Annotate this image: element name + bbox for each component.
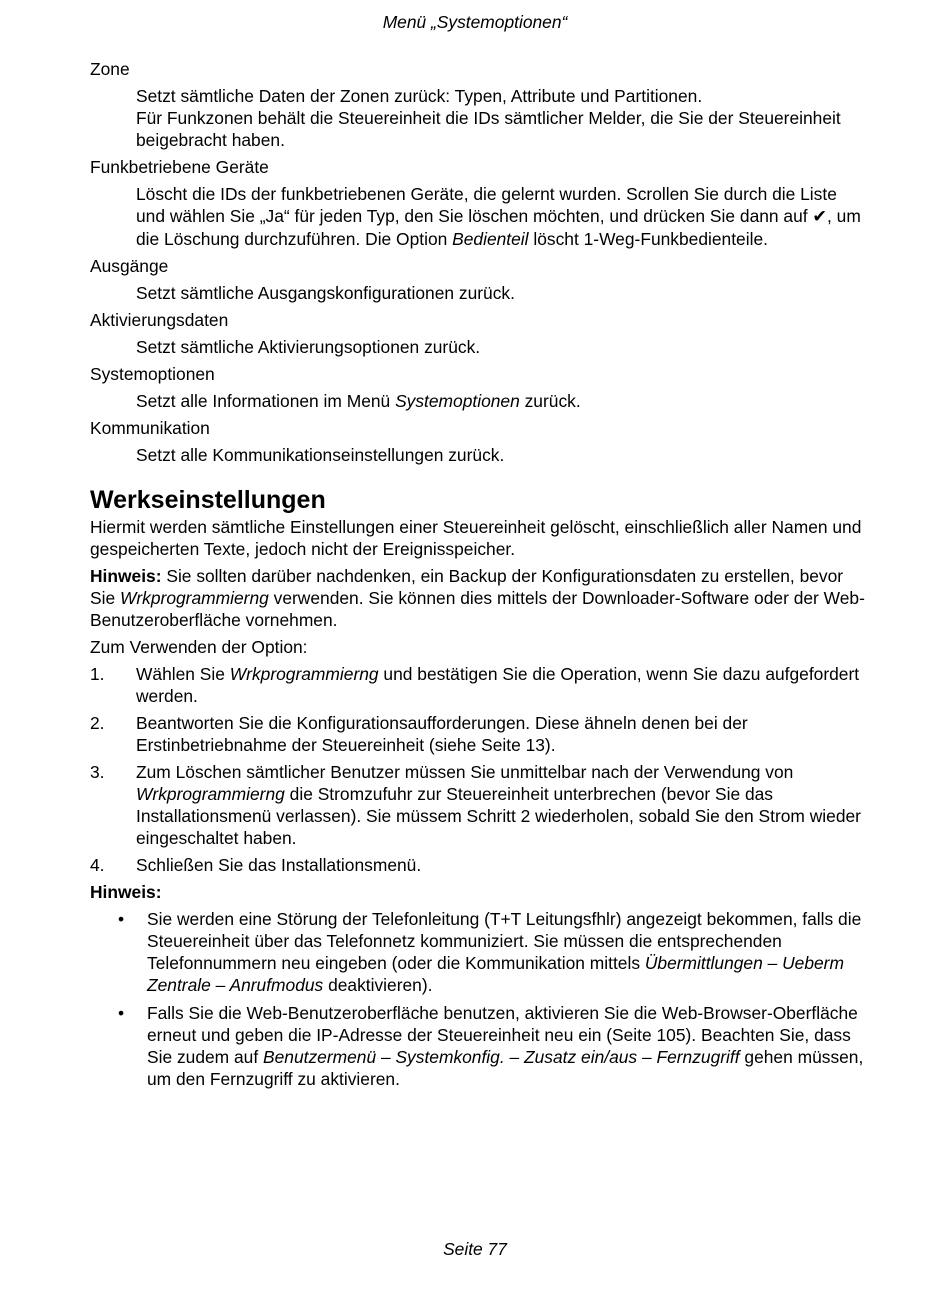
definition-term-wireless-devices: Funkbetriebene Geräte <box>90 157 269 177</box>
step-number: 2. <box>90 713 105 733</box>
note-text: verwenden. Sie können dies mittels der Downloader-Software oder der Web-Benutzeroberfläche vornehmen. <box>90 588 865 630</box>
step-text-part: die Stromzufuhr zur Steuereinheit unterbrechen (bevor Sie das Installationsmenü verlassen). Sie müssem Schritt 2 wiederholen, sobald Sie den Strom wieder eingeschaltet haben. <box>136 784 861 848</box>
bullet-text-part: deaktivieren). <box>323 975 433 995</box>
definition-term-system-options: Systemoptionen <box>90 364 215 384</box>
page-content <box>90 58 870 1096</box>
step-text <box>136 854 870 876</box>
step-text-part: Zum Löschen sämtlicher Benutzer müssen Sie unmittelbar nach der Verwendung von <box>136 762 794 782</box>
definition-italic: Bedienteil <box>452 229 529 249</box>
definition-term-zone: Zone <box>90 59 130 79</box>
definition-body-arming-data: Setzt sämtliche Aktivierungsoptionen zurück. <box>136 337 481 357</box>
step-text <box>136 712 870 756</box>
definition-line: Für Funkzonen behält die Steuereinheit die IDs sämtlicher Melder, die Sie der Steuereinheit beigebracht haben. <box>136 108 841 150</box>
definition-text: zurück. <box>519 391 581 411</box>
definition-term-communication: Kommunikation <box>90 418 210 438</box>
usage-label: Zum Verwenden der Option: <box>90 637 308 657</box>
definition-text: Löscht die IDs der funkbetriebenen Geräte, die gelernt wurden. Scrollen Sie durch die Liste und wählen Sie „Ja“ für jeden Typ, den Sie löschen möchten, und drücken Sie dann auf <box>136 184 837 226</box>
bullet-icon: • <box>118 1003 125 1023</box>
definition-term-arming-data: Aktivierungsdaten <box>90 310 229 330</box>
definition-line: Setzt sämtliche Daten der Zonen zurück: Typen, Attribute und Partitionen. <box>136 86 703 106</box>
section-heading: Werkseinstellungen <box>90 486 326 514</box>
step-italic: Wrkprogrammierng <box>229 664 379 684</box>
note-label: Hinweis: <box>90 566 162 586</box>
definition-text: löscht 1-Weg-Funkbedienteile. <box>528 229 768 249</box>
page-footer: Seite 77 <box>443 1239 507 1259</box>
definition-term-outputs: Ausgänge <box>90 256 169 276</box>
step-text <box>136 663 870 707</box>
note-text: Sie sollten darüber nachdenken, ein Backup der Konfigurationsdaten zu erstellen, bevor Sie <box>90 566 844 608</box>
checkmark-icon: ✔ <box>812 207 827 227</box>
step-italic: Wrkprogrammierng <box>136 784 285 804</box>
note-italic: Wrkprogrammierng <box>119 588 269 608</box>
bullet-text-part: Falls Sie die Web-Benutzeroberfläche benutzen, aktivieren Sie die Web-Browser-Oberfläche erneut und geben die IP-Adresse der Steuereinheit neu ein (Seite 105). Beachten Sie, dass Sie zudem auf <box>147 1003 858 1067</box>
step-text-part: Schließen Sie das Installationsmenü. <box>136 855 422 875</box>
bullet-item <box>118 1002 870 1090</box>
bullet-italic: Benutzermenü – Systemkonfig. – Zusatz ein/aus – Fernzugriff <box>263 1047 740 1067</box>
bullet-italic: Übermittlungen – Ueberm Zentrale – Anrufmodus <box>147 953 844 995</box>
step-text-part: und bestätigen Sie die Operation, wenn Sie dazu aufgefordert werden. <box>136 664 860 706</box>
definition-body-outputs: Setzt sämtliche Ausgangskonfigurationen zurück. <box>136 283 515 303</box>
bullet-text <box>147 1002 870 1090</box>
bullet-text-part: Sie werden eine Störung der Telefonleitung (T+T Leitungsfhlr) angezeigt bekommen, falls die Steuereinheit über das Telefonnetz kommuniziert. Sie müssen die entsprechenden Telefonnummern neu eingeben (oder die Kommunikation mittels <box>147 909 862 973</box>
step-text-part: Beantworten Sie die Konfigurationsaufforderungen. Diese ähneln denen bei der Erstinbetriebnahme der Steuereinheit (siehe Seite 13). <box>136 713 748 755</box>
note-paragraph <box>90 565 870 631</box>
step-number: 1. <box>90 664 105 684</box>
definition-body-zone <box>136 85 870 151</box>
section-intro: Hiermit werden sämtliche Einstellungen einer Steuereinheit gelöscht, einschließlich aller Namen und gespeicherten Texte, jedoch nicht der Ereignisspeicher. <box>90 517 862 559</box>
bullet-text-part: gehen müssen, um den Fernzugriff zu aktivieren. <box>147 1047 864 1089</box>
list-item <box>90 854 870 876</box>
list-item <box>90 712 870 756</box>
bullet-text <box>147 908 870 996</box>
definition-body-system-options <box>136 390 870 412</box>
definition-italic: Systemoptionen <box>395 391 520 411</box>
definition-text: , um die Löschung durchzuführen. Die Option <box>136 206 861 249</box>
definition-text: Setzt alle Informationen im Menü <box>136 391 396 411</box>
page-header: Menü „Systemoptionen“ <box>382 12 568 32</box>
bullet-item <box>118 908 870 996</box>
note-label-2: Hinweis: <box>90 882 162 902</box>
definition-body-communication: Setzt alle Kommunikationseinstellungen zurück. <box>136 445 505 465</box>
list-item <box>90 761 870 849</box>
definition-body-wireless-devices <box>136 183 870 250</box>
bullet-icon: • <box>118 909 125 929</box>
step-number: 3. <box>90 762 105 782</box>
step-text <box>136 761 870 849</box>
step-text-part: Wählen Sie <box>136 664 230 684</box>
step-number: 4. <box>90 855 105 875</box>
list-item <box>90 663 870 707</box>
